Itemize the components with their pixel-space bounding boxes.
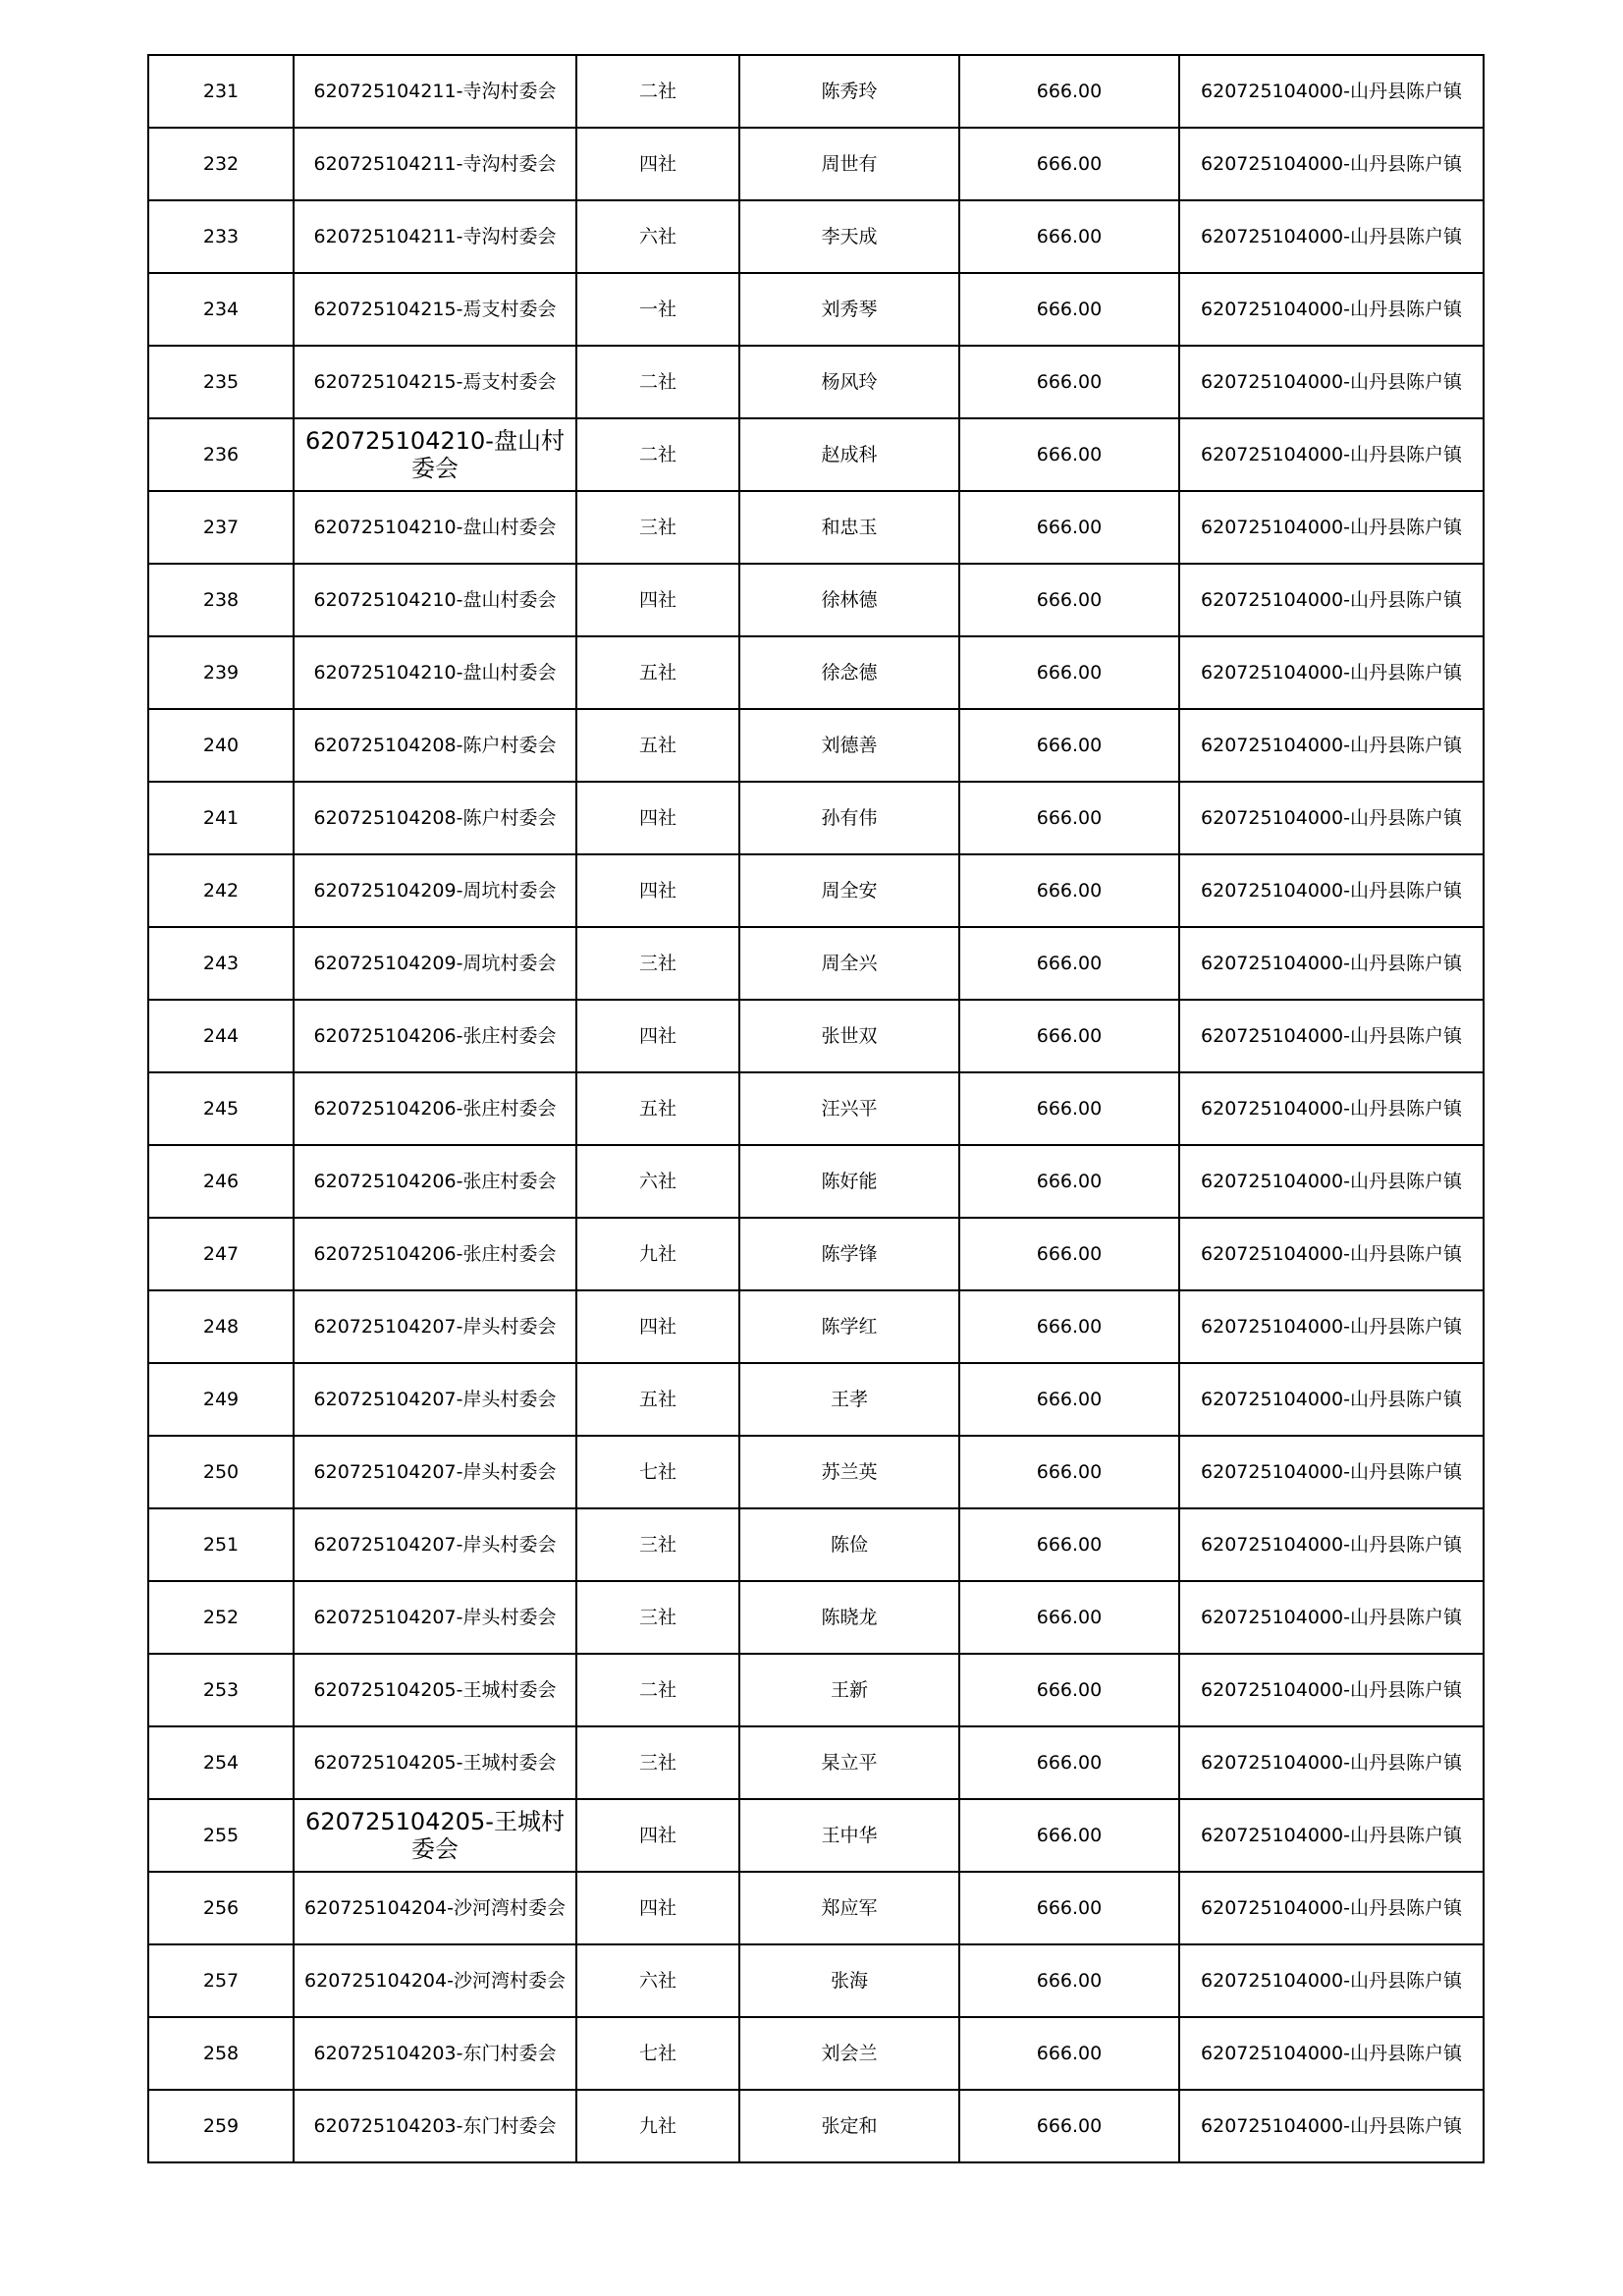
village-committee-cell: 620725104215-焉支村委会 [294,273,576,346]
amount-cell: 666.00 [959,564,1179,636]
village-group-cell: 四社 [576,1290,739,1363]
town-cell: 620725104000-山丹县陈户镇 [1179,128,1484,200]
village-committee-cell: 620725104204-沙河湾村委会 [294,1944,576,2017]
amount-cell: 666.00 [959,854,1179,927]
town-cell: 620725104000-山丹县陈户镇 [1179,854,1484,927]
village-group-cell: 一社 [576,273,739,346]
town-cell: 620725104000-山丹县陈户镇 [1179,1799,1484,1872]
amount-cell: 666.00 [959,200,1179,273]
person-name-cell: 郑应军 [739,1872,959,1944]
table-row [148,782,1484,854]
person-name-cell: 李天成 [739,200,959,273]
row-number-cell: 237 [148,491,294,564]
table-row [148,1944,1484,2017]
village-committee-cell: 620725104208-陈户村委会 [294,709,576,782]
village-group-cell: 三社 [576,491,739,564]
row-number-cell: 251 [148,1508,294,1581]
table-row [148,128,1484,200]
village-group-cell: 三社 [576,927,739,1000]
person-name-cell: 张海 [739,1944,959,2017]
village-committee-cell: 620725104206-张庄村委会 [294,1072,576,1145]
village-committee-cell: 620725104203-东门村委会 [294,2017,576,2090]
table-row [148,1072,1484,1145]
town-cell: 620725104000-山丹县陈户镇 [1179,2090,1484,2162]
person-name-cell: 汪兴平 [739,1072,959,1145]
amount-cell: 666.00 [959,2090,1179,2162]
village-committee-cell: 620725104203-东门村委会 [294,2090,576,2162]
amount-cell: 666.00 [959,418,1179,491]
village-committee-cell: 620725104210-盘山村委会 [294,491,576,564]
village-group-cell: 三社 [576,1508,739,1581]
amount-cell: 666.00 [959,1799,1179,1872]
village-committee-cell: 620725104207-岸头村委会 [294,1581,576,1654]
row-number-cell: 232 [148,128,294,200]
amount-cell: 666.00 [959,491,1179,564]
row-number-cell: 244 [148,1000,294,1072]
table-row [148,1436,1484,1508]
row-number-cell: 253 [148,1654,294,1726]
village-group-cell: 六社 [576,1145,739,1218]
row-number-cell: 258 [148,2017,294,2090]
village-committee-cell: 620725104208-陈户村委会 [294,782,576,854]
table-row [148,273,1484,346]
town-cell: 620725104000-山丹县陈户镇 [1179,1654,1484,1726]
village-committee-cell: 620725104207-岸头村委会 [294,1436,576,1508]
row-number-cell: 245 [148,1072,294,1145]
table-row [148,1581,1484,1654]
village-group-cell: 三社 [576,1581,739,1654]
table-row [148,1872,1484,1944]
person-name-cell: 陈好能 [739,1145,959,1218]
row-number-cell: 256 [148,1872,294,1944]
town-cell: 620725104000-山丹县陈户镇 [1179,1000,1484,1072]
amount-cell: 666.00 [959,1145,1179,1218]
amount-cell: 666.00 [959,128,1179,200]
amount-cell: 666.00 [959,927,1179,1000]
village-committee-cell: 620725104205-王城村委会 [294,1726,576,1799]
town-cell: 620725104000-山丹县陈户镇 [1179,200,1484,273]
person-name-cell: 王新 [739,1654,959,1726]
village-committee-cell: 620725104211-寺沟村委会 [294,128,576,200]
table-row [148,2017,1484,2090]
village-committee-cell: 620725104211-寺沟村委会 [294,200,576,273]
person-name-cell: 刘会兰 [739,2017,959,2090]
row-number-cell: 243 [148,927,294,1000]
village-group-cell: 二社 [576,346,739,418]
town-cell: 620725104000-山丹县陈户镇 [1179,636,1484,709]
village-committee-cell: 620725104209-周坑村委会 [294,854,576,927]
amount-cell: 666.00 [959,782,1179,854]
amount-cell: 666.00 [959,1944,1179,2017]
town-cell: 620725104000-山丹县陈户镇 [1179,927,1484,1000]
person-name-cell: 赵成科 [739,418,959,491]
subsidy-table [147,54,1485,2163]
amount-cell: 666.00 [959,1000,1179,1072]
row-number-cell: 247 [148,1218,294,1290]
amount-cell: 666.00 [959,709,1179,782]
row-number-cell: 249 [148,1363,294,1436]
village-committee-cell: 620725104205-王城村委会 [294,1654,576,1726]
town-cell: 620725104000-山丹县陈户镇 [1179,491,1484,564]
village-committee-cell: 620725104210-盘山村委会 [294,418,576,491]
village-committee-cell: 620725104206-张庄村委会 [294,1218,576,1290]
row-number-cell: 242 [148,854,294,927]
person-name-cell: 刘秀琴 [739,273,959,346]
town-cell: 620725104000-山丹县陈户镇 [1179,1508,1484,1581]
village-committee-cell: 620725104211-寺沟村委会 [294,55,576,128]
row-number-cell: 239 [148,636,294,709]
row-number-cell: 257 [148,1944,294,2017]
village-group-cell: 二社 [576,418,739,491]
table-row [148,636,1484,709]
person-name-cell: 杲立平 [739,1726,959,1799]
amount-cell: 666.00 [959,346,1179,418]
amount-cell: 666.00 [959,55,1179,128]
table-row [148,1218,1484,1290]
person-name-cell: 张世双 [739,1000,959,1072]
village-committee-cell: 620725104206-张庄村委会 [294,1000,576,1072]
village-group-cell: 三社 [576,1726,739,1799]
village-committee-cell: 620725104207-岸头村委会 [294,1290,576,1363]
village-committee-cell: 620725104207-岸头村委会 [294,1508,576,1581]
table-row [148,1290,1484,1363]
town-cell: 620725104000-山丹县陈户镇 [1179,1944,1484,2017]
village-group-cell: 四社 [576,782,739,854]
amount-cell: 666.00 [959,1726,1179,1799]
village-group-cell: 六社 [576,200,739,273]
row-number-cell: 240 [148,709,294,782]
village-group-cell: 四社 [576,1799,739,1872]
village-group-cell: 七社 [576,2017,739,2090]
town-cell: 620725104000-山丹县陈户镇 [1179,709,1484,782]
person-name-cell: 徐念德 [739,636,959,709]
village-committee-cell: 620725104210-盘山村委会 [294,636,576,709]
person-name-cell: 陈秀玲 [739,55,959,128]
person-name-cell: 刘德善 [739,709,959,782]
amount-cell: 666.00 [959,1290,1179,1363]
village-group-cell: 四社 [576,1000,739,1072]
town-cell: 620725104000-山丹县陈户镇 [1179,1726,1484,1799]
town-cell: 620725104000-山丹县陈户镇 [1179,1290,1484,1363]
table-row [148,1654,1484,1726]
person-name-cell: 陈俭 [739,1508,959,1581]
person-name-cell: 王孝 [739,1363,959,1436]
village-group-cell: 四社 [576,854,739,927]
town-cell: 620725104000-山丹县陈户镇 [1179,1436,1484,1508]
village-group-cell: 六社 [576,1944,739,2017]
town-cell: 620725104000-山丹县陈户镇 [1179,1145,1484,1218]
table-row [148,927,1484,1000]
row-number-cell: 238 [148,564,294,636]
person-name-cell: 杨风玲 [739,346,959,418]
amount-cell: 666.00 [959,1072,1179,1145]
person-name-cell: 陈学红 [739,1290,959,1363]
village-group-cell: 四社 [576,128,739,200]
table-row [148,1799,1484,1872]
table-row [148,200,1484,273]
person-name-cell: 陈晓龙 [739,1581,959,1654]
amount-cell: 666.00 [959,273,1179,346]
village-committee-cell: 620725104207-岸头村委会 [294,1363,576,1436]
row-number-cell: 241 [148,782,294,854]
row-number-cell: 231 [148,55,294,128]
village-committee-cell: 620725104205-王城村委会 [294,1799,576,1872]
village-committee-cell: 620725104210-盘山村委会 [294,564,576,636]
row-number-cell: 248 [148,1290,294,1363]
row-number-cell: 255 [148,1799,294,1872]
amount-cell: 666.00 [959,2017,1179,2090]
row-number-cell: 235 [148,346,294,418]
village-committee-cell: 620725104215-焉支村委会 [294,346,576,418]
town-cell: 620725104000-山丹县陈户镇 [1179,1872,1484,1944]
table-row [148,1363,1484,1436]
person-name-cell: 陈学锋 [739,1218,959,1290]
village-committee-cell: 620725104206-张庄村委会 [294,1145,576,1218]
town-cell: 620725104000-山丹县陈户镇 [1179,564,1484,636]
table-row [148,2090,1484,2162]
amount-cell: 666.00 [959,1363,1179,1436]
person-name-cell: 苏兰英 [739,1436,959,1508]
village-group-cell: 五社 [576,1363,739,1436]
row-number-cell: 233 [148,200,294,273]
table-row [148,418,1484,491]
person-name-cell: 王中华 [739,1799,959,1872]
town-cell: 620725104000-山丹县陈户镇 [1179,418,1484,491]
amount-cell: 666.00 [959,1872,1179,1944]
table-row [148,564,1484,636]
table-row [148,1000,1484,1072]
village-group-cell: 九社 [576,2090,739,2162]
town-cell: 620725104000-山丹县陈户镇 [1179,346,1484,418]
person-name-cell: 周世有 [739,128,959,200]
town-cell: 620725104000-山丹县陈户镇 [1179,1072,1484,1145]
row-number-cell: 236 [148,418,294,491]
table-row [148,1726,1484,1799]
row-number-cell: 234 [148,273,294,346]
town-cell: 620725104000-山丹县陈户镇 [1179,782,1484,854]
town-cell: 620725104000-山丹县陈户镇 [1179,2017,1484,2090]
village-committee-cell: 620725104204-沙河湾村委会 [294,1872,576,1944]
table-body [148,55,1484,2162]
table-row [148,346,1484,418]
table-row [148,709,1484,782]
table-row [148,1145,1484,1218]
village-group-cell: 四社 [576,564,739,636]
table-row [148,854,1484,927]
town-cell: 620725104000-山丹县陈户镇 [1179,1363,1484,1436]
village-group-cell: 二社 [576,1654,739,1726]
row-number-cell: 259 [148,2090,294,2162]
amount-cell: 666.00 [959,1508,1179,1581]
row-number-cell: 246 [148,1145,294,1218]
village-group-cell: 七社 [576,1436,739,1508]
person-name-cell: 和忠玉 [739,491,959,564]
amount-cell: 666.00 [959,1218,1179,1290]
village-group-cell: 九社 [576,1218,739,1290]
amount-cell: 666.00 [959,1436,1179,1508]
person-name-cell: 张定和 [739,2090,959,2162]
table-row [148,491,1484,564]
amount-cell: 666.00 [959,1654,1179,1726]
row-number-cell: 250 [148,1436,294,1508]
table-row [148,55,1484,128]
person-name-cell: 孙有伟 [739,782,959,854]
village-committee-cell: 620725104209-周坑村委会 [294,927,576,1000]
amount-cell: 666.00 [959,1581,1179,1654]
amount-cell: 666.00 [959,636,1179,709]
person-name-cell: 徐林德 [739,564,959,636]
table-row [148,1508,1484,1581]
village-group-cell: 二社 [576,55,739,128]
town-cell: 620725104000-山丹县陈户镇 [1179,1581,1484,1654]
village-group-cell: 五社 [576,709,739,782]
town-cell: 620725104000-山丹县陈户镇 [1179,55,1484,128]
person-name-cell: 周全兴 [739,927,959,1000]
town-cell: 620725104000-山丹县陈户镇 [1179,273,1484,346]
row-number-cell: 252 [148,1581,294,1654]
village-group-cell: 四社 [576,1872,739,1944]
row-number-cell: 254 [148,1726,294,1799]
village-group-cell: 五社 [576,636,739,709]
town-cell: 620725104000-山丹县陈户镇 [1179,1218,1484,1290]
person-name-cell: 周全安 [739,854,959,927]
village-group-cell: 五社 [576,1072,739,1145]
